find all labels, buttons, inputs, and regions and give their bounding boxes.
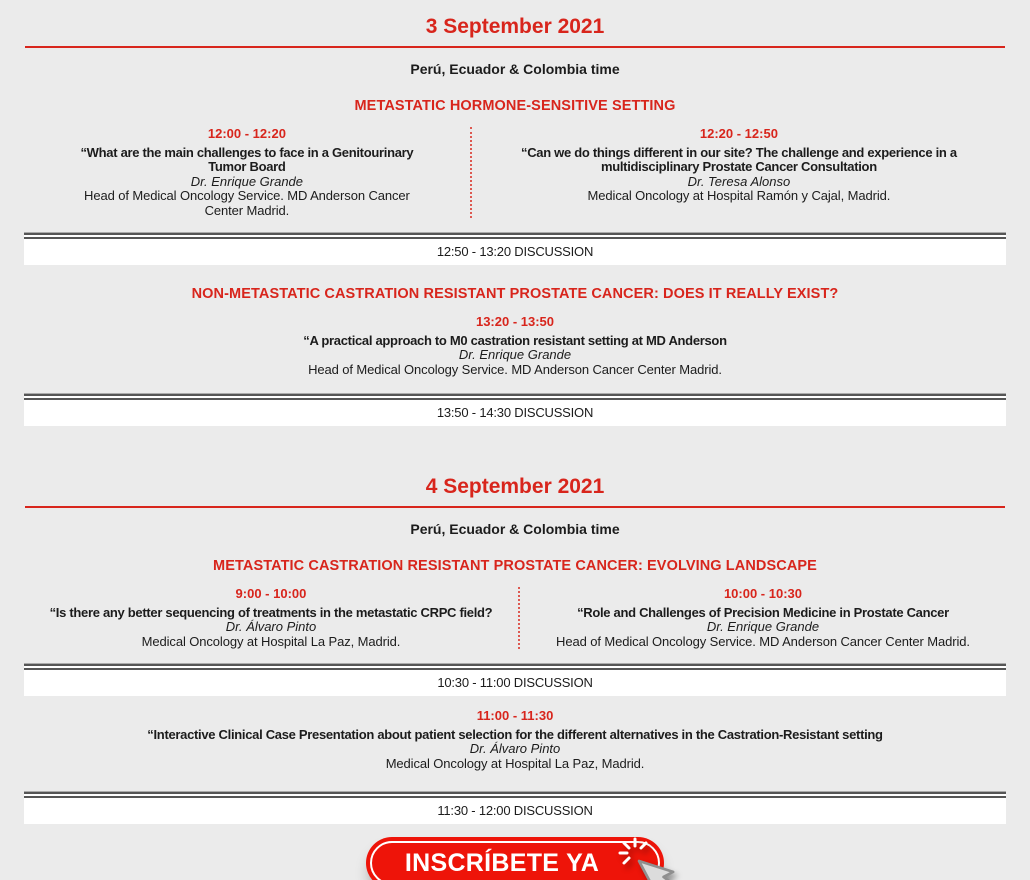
discussion-bar <box>24 232 1006 265</box>
day-2-red-rule <box>25 506 1005 508</box>
day-2-title: 4 September 2021 <box>425 475 605 498</box>
day-1-timezone: Perú, Ecuador & Colombia time <box>410 61 620 77</box>
talk-affiliation: Head of Medical Oncology Service. MD Anderson Cancer Center Madrid. <box>308 361 722 377</box>
discussion-label: 12:50 - 13:20 DISCUSSION <box>24 233 1006 265</box>
talk-speaker: Dr. Enrique Grande <box>706 619 820 634</box>
talk-title: “A practical approach to M0 castration resistant setting at MD Anderson <box>303 332 727 348</box>
talk-title: “Interactive Clinical Case Presentation about patient selection for the different alternatives in the Castration-Resistant setting <box>147 726 883 742</box>
day-1-session-1-talks <box>24 127 1006 218</box>
talk-title: “Role and Challenges of Precision Medicine in Prostate Cancer <box>577 604 949 620</box>
talk-affiliation: Medical Oncology at Hospital La Paz, Madrid. <box>141 633 401 649</box>
mouse-arrow-icon <box>639 849 680 880</box>
talk-speaker: Dr. Teresa Alonso <box>687 173 791 189</box>
discussion-bar <box>24 791 1006 824</box>
talk-speaker: Dr. Enrique Grande <box>190 173 304 189</box>
talk-speaker: Dr. Enrique Grande <box>458 347 572 362</box>
talk-item <box>518 587 1006 649</box>
day-1-session-2-heading: NON-METASTATIC CASTRATION RESISTANT PROSTATE CANCER: DOES IT REALLY EXIST? <box>191 286 839 302</box>
inscribete-ya-label: INSCRÍBETE YA <box>404 848 600 877</box>
day-1-red-rule <box>25 46 1005 48</box>
talk-speaker: Dr. Álvaro Pinto <box>469 741 561 756</box>
talk-time: 12:20 - 12:50 <box>699 126 778 141</box>
discussion-label: 13:50 - 14:30 DISCUSSION <box>24 394 1006 426</box>
talk-time: 9:00 - 10:00 <box>235 586 307 601</box>
day-1-section <box>0 0 1030 426</box>
talk-affiliation: Head of Medical Oncology Service. MD Anderson Cancer Center Madrid. <box>556 633 970 649</box>
discussion-label: 10:30 - 11:00 DISCUSSION <box>24 664 1006 696</box>
talk-time: 12:00 - 12:20 <box>207 126 286 141</box>
day-2-session-1-heading: METASTATIC CASTRATION RESISTANT PROSTATE CANCER: EVOLVING LANDSCAPE <box>213 558 817 574</box>
discussion-bar <box>24 663 1006 696</box>
inscribete-ya-button[interactable] <box>366 837 664 880</box>
day-2-timezone: Perú, Ecuador & Colombia time <box>410 521 620 537</box>
talk-affiliation: Head of Medical Oncology Service. MD Anderson Cancer Center Madrid. <box>84 188 410 218</box>
talk-item <box>24 315 1006 377</box>
talk-time: 11:00 - 11:30 <box>476 708 554 723</box>
talk-time: 10:00 - 10:30 <box>723 586 802 601</box>
talk-item <box>24 127 470 218</box>
talk-speaker: Dr. Álvaro Pinto <box>225 619 317 634</box>
discussion-label: 11:30 - 12:00 DISCUSSION <box>24 792 1006 824</box>
talk-title: “What are the main challenges to face in a Genitourinary Tumor Board <box>80 144 414 174</box>
day-2-section <box>0 460 1030 824</box>
talk-affiliation: Medical Oncology at Hospital La Paz, Madrid. <box>385 755 645 771</box>
talk-title: “Can we do things different in our site? The challenge and experience in a multidisciplinary Prostate Cancer Consultation <box>521 144 957 174</box>
talk-item <box>470 127 1006 218</box>
talk-item <box>24 587 518 649</box>
day-1-session-1-heading: METASTATIC HORMONE-SENSITIVE SETTING <box>354 98 676 114</box>
day-2-session-1-talks <box>24 587 1006 649</box>
discussion-bar <box>24 393 1006 426</box>
cta-area <box>0 837 1030 880</box>
talk-title: “Is there any better sequencing of treatments in the metastatic CRPC field? <box>49 604 493 620</box>
day-1-title: 3 September 2021 <box>425 15 605 38</box>
talk-affiliation: Medical Oncology at Hospital Ramón y Cajal, Madrid. <box>587 188 891 203</box>
talk-item <box>24 709 1006 771</box>
talk-time: 13:20 - 13:50 <box>475 314 555 329</box>
